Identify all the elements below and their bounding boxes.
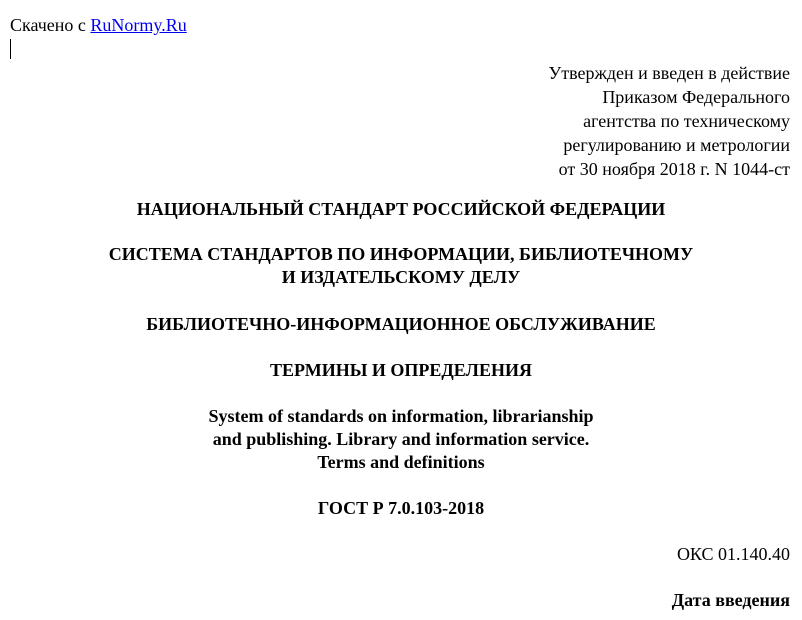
gost-number <box>0 497 802 520</box>
approval-line: Утвержден и введен в действие <box>548 63 790 83</box>
english-title-line: and publishing. Library and information service. <box>212 429 590 449</box>
source-link[interactable]: RuNormy.Ru <box>90 15 187 35</box>
approval-line: регулированию и метрологии <box>563 135 790 155</box>
national-standard-title <box>0 198 802 221</box>
source-line <box>10 14 187 36</box>
oks-code: ОКС 01.140.40 <box>676 544 790 564</box>
approval-line: агентства по техническому <box>583 111 790 131</box>
english-title-line: Terms and definitions <box>317 452 485 472</box>
terms-text: ТЕРМИНЫ И ОПРЕДЕЛЕНИЯ <box>270 360 532 380</box>
service-text: БИБЛИОТЕЧНО-ИНФОРМАЦИОННОЕ ОБСЛУЖИВАНИЕ <box>146 314 656 334</box>
source-prefix: Скачено с <box>10 15 86 35</box>
approval-block <box>470 61 790 181</box>
service-title <box>0 313 802 336</box>
standards-system-title <box>0 243 802 289</box>
approval-line: от 30 ноября 2018 г. N 1044-ст <box>558 159 790 179</box>
gost-number-text: ГОСТ Р 7.0.103-2018 <box>317 498 485 518</box>
standards-system-line: СИСТЕМА СТАНДАРТОВ ПО ИНФОРМАЦИИ, БИБЛИОТЕЧНОМУ <box>108 244 694 264</box>
national-standard-text: НАЦИОНАЛЬНЫЙ СТАНДАРТ РОССИЙСКОЙ ФЕДЕРАЦИИ <box>136 199 666 219</box>
text-cursor <box>10 39 11 59</box>
intro-date-label: Дата введения <box>671 590 790 610</box>
approval-line: Приказом Федерального <box>602 87 790 107</box>
english-title <box>0 405 802 474</box>
standards-system-line: И ИЗДАТЕЛЬСКОМУ ДЕЛУ <box>281 267 521 287</box>
terms-title <box>0 359 802 382</box>
english-title-line: System of standards on information, librarianship <box>208 406 594 426</box>
